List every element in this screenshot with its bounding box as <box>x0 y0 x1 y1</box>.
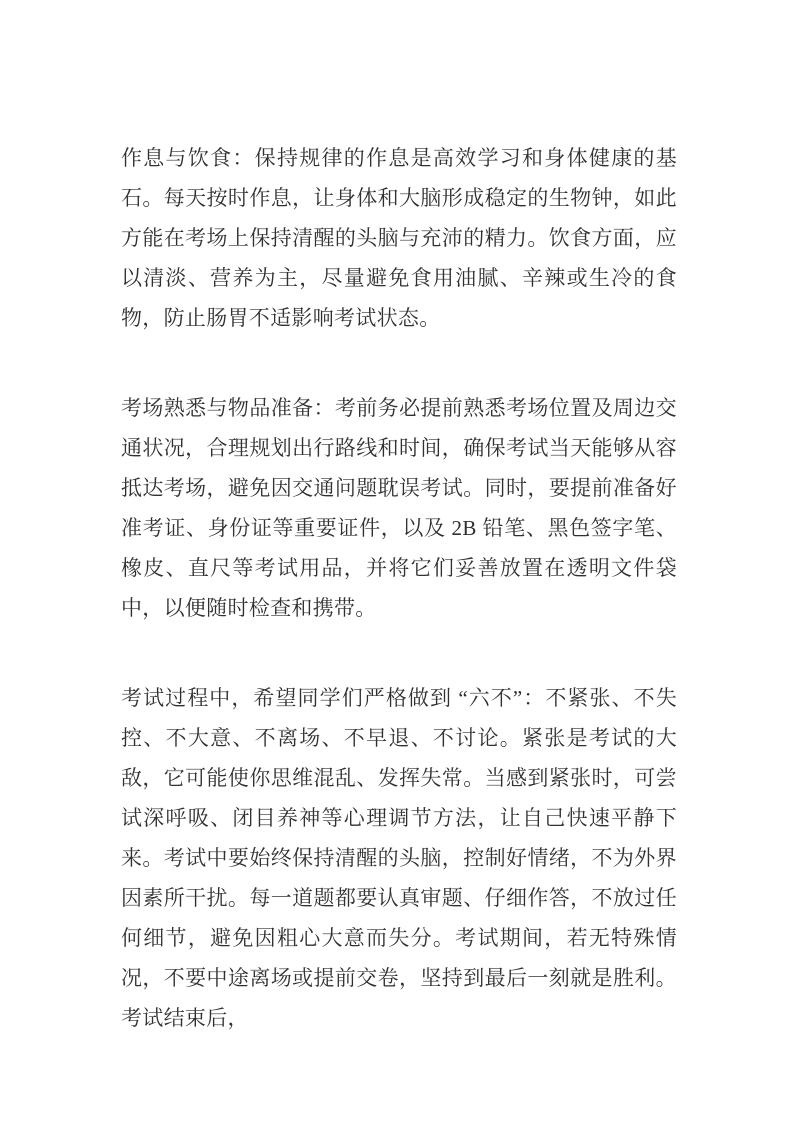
document-body <box>121 138 677 1038</box>
paragraph-exam-process: 考试过程中，希望同学们严格做到 “六不”：不紧张、不失控、不大意、不离场、不早退、不讨论。紧张是考试的大敌，它可能使你思维混乱、发挥失常。当感到紧张时，可尝试深呼吸、闭目养神等心理调节方法，让自己快速平静下来。考试中要始终保持清醒的头脑，控制好情绪，不为外界因素所干扰。每一道题都要认真审题、仔细作答，不放过任何细节，避免因粗心大意而失分。考试期间，若无特殊情况，不要中途离场或提前交卷，坚持到最后一刻就是胜利。考试结束后， <box>121 686 677 1030</box>
paragraph-venue-preparation: 考场熟悉与物品准备：考前务必提前熟悉考场位置及周边交通状况，合理规划出行路线和时间，确保考试当天能够从容抵达考场，避免因交通问题耽误考试。同时，要提前准备好准考证、身份证等重要证件，以及 2B 铅笔、黑色签字笔、橡皮、直尺等考试用品，并将它们妥善放置在透明文件袋中，以便随时检查和携带。 <box>121 396 677 620</box>
paragraph-rest-and-diet: 作息与饮食：保持规律的作息是高效学习和身体健康的基石。每天按时作息，让身体和大脑形成稳定的生物钟，如此方能在考场上保持清醒的头脑与充沛的精力。饮食方面，应以清淡、营养为主，尽量避免食用油腻、辛辣或生冷的食物，防止肠胃不适影响考试状态。 <box>121 146 677 330</box>
